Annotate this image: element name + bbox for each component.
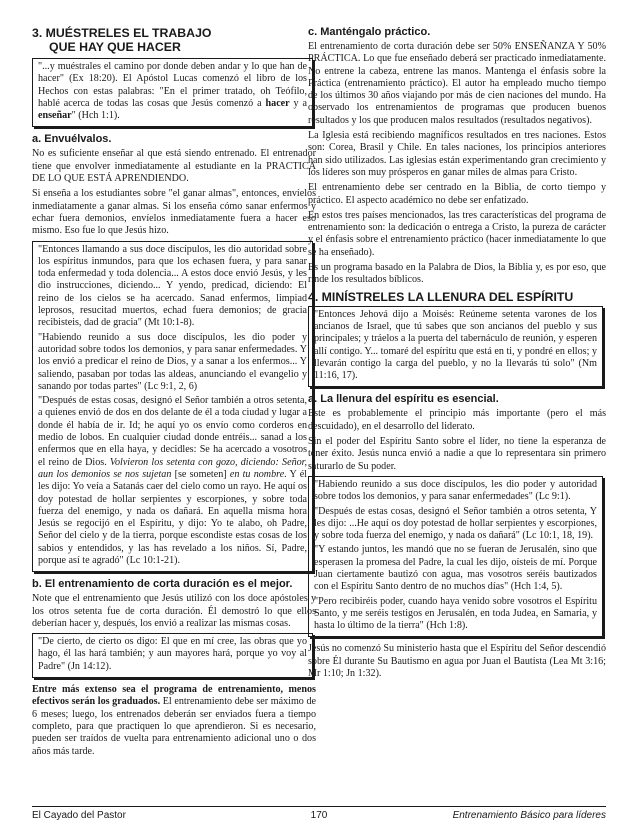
paragraph: Note que el entrenamiento que Jesús utilizó con los doce apóstoles y los otros setenta fue de corta duración. Él demostró lo que ellos deberían hacer y, después, los envió a realizar las mismas cosas. <box>32 593 316 629</box>
paragraph: Jesús no comenzó Su ministerio hasta que el Espíritu del Señor descendió sobre Él durante Su Bautismo en agua por Juan el Bautista (Lea Mt 3:16; Mr 1:10; Jn 1:32). <box>308 643 606 680</box>
footer-book-title: El Cayado del Pastor <box>32 810 126 821</box>
footer-course-title: Entrenamiento Básico para líderes <box>452 810 606 821</box>
subheading-practico: c. Manténgalo práctico. <box>308 26 431 38</box>
quote-text: "De cierto, de cierto os digo: El que en mí cree, las obras que yo hago, él las hará también; y aun mayores hará, porque yo voy al Padre" (Jn 14:12). <box>38 636 307 672</box>
paragraph: Si enseña a los estudiantes sobre "el ganar almas", entonces, envíelos inmediatamente a ganar almas. Si los enseña cómo sanar enfermos y echar fuera demonios, envíelos inmediatamente fuera a hacer eso mismo. Eso fue lo que Jesús hizo. <box>32 188 316 237</box>
paragraph: En estos tres países mencionados, las tres características del programa de entrenamiento son: la dedicación o entrega a Cristo, la pureza de carácter y el énfasis sobre el entrenamiento práctico (hacer inmediatamente lo que se ha enseñado). <box>308 209 606 258</box>
quote-text: "...y muéstrales el camino por donde deben andar y lo que han de hacer" (Ex 18:20). El Apóstol Lucas comenzó el libro de los Hechos con estas palabras: "En el primer tratado, oh Teófilo, hablé acerca de todas las cosas que Jesús comenzó a hacer y a enseñar" (Hch 1:1). <box>38 61 308 122</box>
section-heading-3 <box>32 26 316 54</box>
subheading-corta-duracion: b. El entrenamiento de corta duración es el mejor. <box>32 578 293 591</box>
quote-text: "Habiendo reunido a sus doce discípulos, les dio poder y autoridad sobre todos los demonios, y para sanar enfermedades" (Lc 9:1). <box>314 478 597 503</box>
paragraph: Sin el poder del Espíritu Santo sobre el líder, no tiene la esperanza de tener éxito. Jesús nunca envió a nadie a que lo representara sin primero saturarlo de Su poder. <box>308 436 606 472</box>
subheading-envuelvalos: a. Envuélvalos. <box>32 133 112 146</box>
paragraph: Es un programa basado en la Palabra de Dios, la Biblia y, es por eso, que rinde los resultados bíblicos. <box>308 262 606 286</box>
quote-box-john <box>32 633 313 678</box>
quote-box-numbers <box>308 306 603 388</box>
paragraph: No es suficiente enseñar al que está siendo entrenado. El entrenador tiene que envolver inmediatamente al estudiante en la PRACTICA DE LO QUE ESTÁ APRENDIENDO. <box>32 148 316 185</box>
quote-text: "Pero recibiréis poder, cuando haya venido sobre vosotros el Espíritu Santo, y me seréis testigos en Jerusalén, en toda Judea, en Samaria, y hasta lo último de la tierra" (Hch 1:8). <box>314 595 597 632</box>
right-column <box>308 26 606 683</box>
subheading-llenura: a. La llenura del espíritu es esencial. <box>308 393 499 406</box>
quote-box-gospels <box>32 241 313 573</box>
quote-box-acts <box>308 476 603 638</box>
quote-text: "Y estando juntos, les mandó que no se fueran de Jerusalén, sino que esperasen la promesa del Padre, la cual les dijo, oísteis de mí. Porque Juan ciertamente bautizó con agua, mas vosotros seréis bautizados con el Espíritu Santo dentro de no muchos días" (Hch 1:4, 5). <box>314 544 597 593</box>
paragraph: La Iglesia está recibiendo magníficos resultados en tres naciones. Estos son: Corea, Brasil y Chile. En tales naciones, los principios anteriores han sido utilizados. Las iglesias están experimentando gran crecimiento y los líderes son muy prósperos en ganar miles de almas para Cristo. <box>308 130 606 178</box>
page-number: 170 <box>310 810 328 821</box>
paragraph: Entre más extenso sea el programa de entrenamiento, menos efectivos serán los graduados. El entrenamiento debe ser máximo de 6 meses; luego, los entrenados deberán ser enviados fuera a tiempo completo, para que practiquen lo que aprendieron. Si es necesario, pueden ser traídos de vuelta para entrenamiento adicional uno o dos años más tarde. <box>32 684 316 757</box>
paragraph: Este es probablemente el principio más importante (pero el más descuidado), en el desarrollo del liderato. <box>308 408 606 432</box>
quote-text: "Después de estas cosas, designó el Señor también a otros setenta, a quienes envió de dos en dos delante de él a toda ciudad y lugar a donde él había de ir. Id; he aquí yo os envío como corderos en medio de lobos. En cualquier ciudad donde entréis... sanad a los enfermos que en ella haya, y decidles: Se ha acercado a vosotros el reino de Dios. Volvieron los setenta con gozo, diciendo: Señor, aun los demonios se nos sujetan [se someten] en tu nombre. Y él les dijo: Yo veía a Satanás caer del cielo como un rayo. He aquí os doy potestad de hollar serpientes y escorpiones, y sobre toda fuerza del enemigo, y nada os dañará. En aquella misma hora Jesús se regocijó en el Espíritu, y dijo: Yo te alabo, oh Padre, Señor del cielo y de la tierra, porque escondiste estas cosas de los sabios y entendidos, y las has revelado a los niños. Sí, Padre, porque así te agradó" (Lc 10:1-21). <box>38 395 307 566</box>
page-footer <box>32 806 606 821</box>
paragraph: El entrenamiento debe ser centrado en la Biblia, de corto tiempo y práctico. El aspecto académico no debe ser enfatizado. <box>308 182 606 206</box>
quote-text: "Después de estas cosas, designó el Señor también a otros setenta, Y les dijo: ...He aquí os doy potestad de hollar serpientes y escorpiones, y sobre toda fuerza del enemigo, y nada os dañará" (Lc 10:1, 18, 19). <box>314 505 597 542</box>
left-column <box>32 26 316 761</box>
quote-text: "Entonces llamando a sus doce discípulos, les dio autoridad sobre los espíritus inmundos, para que los echasen fuera, y para sanar toda enfermedad y toda dolencia... A estos doce envió Jesús, y les dio instrucciones, diciendo... Y yendo, predicad, diciendo: El reino de los cielos se ha acercado. Sanad enfermos, limpiad leprosos, resucitad muertos, echad fuera demonios; de gracia recibisteis, dad de gracia" (Mt 10:1-8). <box>38 243 307 329</box>
quote-text: "Habiendo reunido a sus doce discípulos, les dio poder y autoridad sobre todos los demonios, y para sanar enfermedades. Y los envió a predicar el reino de Dios, y a sanar a los enfermos... Y saliendo, pasaban por todas las aldeas, anunciando el evangelio y sanando por todas partes" (Lc 9:1, 2, 6) <box>38 331 307 392</box>
section-heading-3-line2: QUE HAY QUE HACER <box>49 40 181 54</box>
quote-box-exodus <box>32 58 313 127</box>
section-heading-4: 4. MINÍSTRELES LA LLENURA DEL ESPÍRITU <box>308 289 574 304</box>
section-heading-3-line1: 3. MUÉSTRELES EL TRABAJO <box>32 26 212 40</box>
paragraph: El entrenamiento de corta duración debe ser 50% ENSEÑANZA Y 50% PRÁCTICA. Lo que fue enseñado deberá ser practicado inmediatamente. No entrene la cabeza, entrene las manos. Mantenga el énfasis sobre la Práctica (entrenamiento práctico). El autor ha empleado mucho tiempo de los últimos 30 años viajando por más de cien naciones del mundo. Ha observado los entrenamientos de programas que producen buenos resultados y los que producen malos resultados (resultados negativos). <box>308 41 606 126</box>
quote-text: "Entonces Jehová dijo a Moisés: Reúneme setenta varones de los ancianos de Israel, que tú sabes que son ancianos del pueblo y sus principales; y tráelos a la puerta del tabernáculo de reunión, y esperen allí contigo. Y... tomaré del espíritu que está en ti, y pondré en ellos; y llevarán contigo la carga del pueblo, y no la llevarás tú solo" (Nm 11:16, 17). <box>314 308 597 382</box>
